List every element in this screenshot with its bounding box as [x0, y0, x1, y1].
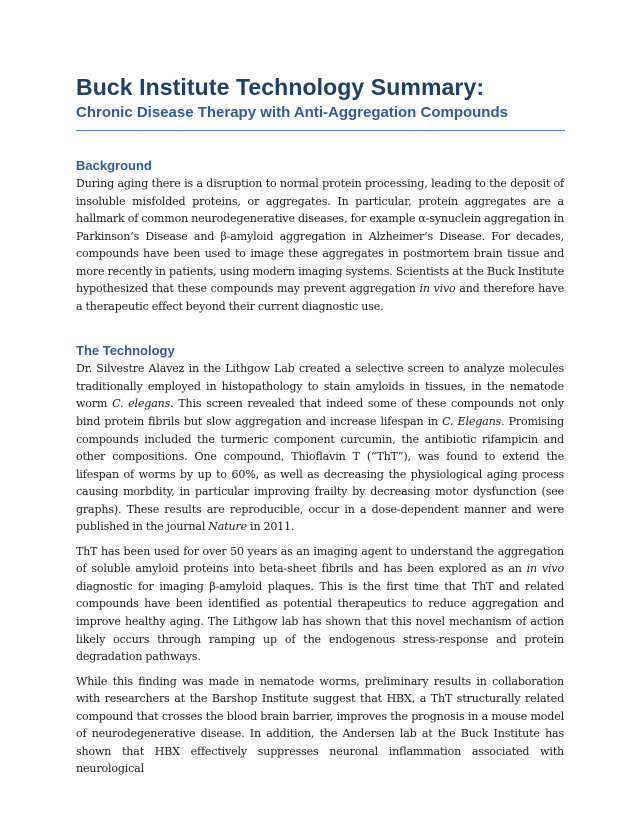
title-divider: [76, 130, 565, 131]
background-paragraph: During aging there is a disruption to normal protein processing, leading to the deposit of insoluble misfolded proteins, or aggregates. In particular, protein aggregates are a hallmark of common neurodegenerative diseases, for example α-synuclein aggregation in Parkinson’s Disease and β-amyloid aggregation in Alzheimer’s Disease. For decades, compounds have been used to image these aggregates in postmortem brain tissue and more recently in patients, using modern imaging systems. Scientists at the Buck Institute hypothesized that these compounds may prevent aggregation in vivo and therefore have a therapeutic effect beyond their current diagnostic use.: [76, 177, 564, 313]
section-heading-technology: The Technology: [76, 343, 175, 359]
page-title: Buck Institute Technology Summary:: [76, 74, 485, 100]
page-subtitle: Chronic Disease Therapy with Anti-Aggregation Compounds: [76, 104, 508, 121]
document-page: [76, 74, 564, 778]
technology-paragraph-3: While this finding was made in nematode worms, preliminary results in collaboration with researchers at the Barshop Institute suggest that HBX, a ThT structurally related compound that crosses the blood brain barrier, improves the prognosis in a mouse model of neurodegenerative disease. In addition, the Andersen lab at the Buck Institute has shown that HBX effectively suppresses neuronal inflammation associated with neurological: [76, 674, 564, 776]
section-heading-background: Background: [76, 158, 152, 173]
technology-paragraph-1: Dr. Silvestre Alavez in the Lithgow Lab created a selective screen to analyze molecules traditionally employed in histopathology to stain amyloids in tissues, in the nematode worm C. elegans. This screen revealed that indeed some of these compounds not only bind protein fibrils but slow aggregation and increase lifespan in C. Elegans. Promising compounds included the turmeric component curcumin, the antibiotic rifampicin and other compositions. One compound, Thioflavin T (“ThT”), was found to extend the lifespan of worms by up to 60%, as well as decreasing the physiological aging process causing morbdity, in particular improving frailty by decreasing motor dysfunction (see graphs). These results are reproducible, occur in a dose-dependent manner and were published in the journal Nature in 2011.: [76, 362, 564, 534]
technology-paragraph-2: ThT has been used for over 50 years as an imaging agent to understand the aggregation of soluble amyloid proteins into beta-sheet fibrils and has been explored as an in vivo diagnostic for imaging β-amyloid plaques. This is the first time that ThT and related compounds have been identified as potential therapeutics to reduce aggregation and improve healthy aging. The Lithgow lab has shown that this novel mechanism of action likely occurs through ramping up of the endogenous stress-response and protein degradation pathways.: [76, 544, 564, 664]
